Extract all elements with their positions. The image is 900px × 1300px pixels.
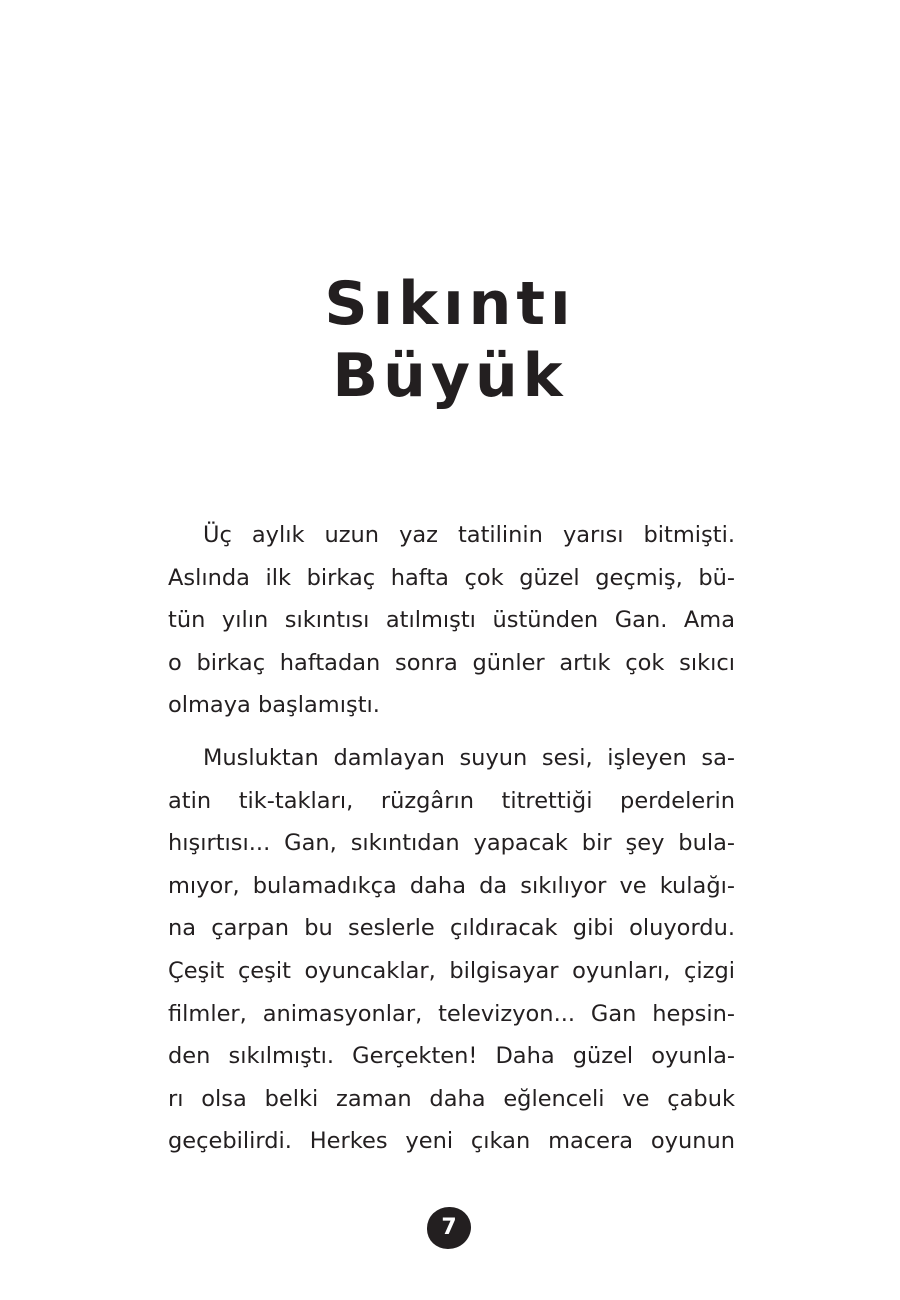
- text-line: Aslında ilk birkaç hafta çok güzel geçmiş, bü-: [168, 564, 735, 591]
- text-line: rı olsa belki zaman daha eğlenceli ve çabuk: [168, 1085, 735, 1112]
- text-line: na çarpan bu seslerle çıldıracak gibi oluyordu.: [168, 915, 735, 942]
- text-line: o birkaç haftadan sonra günler artık çok sıkıcı: [168, 649, 735, 676]
- page-number-badge: [427, 1207, 471, 1249]
- paragraph-2: [168, 737, 735, 1163]
- text-line: filmler, animasyonlar, televizyon... Gan hepsin-: [168, 1000, 735, 1027]
- text-line: mıyor, bulamadıkça daha da sıkılıyor ve kulağı-: [168, 872, 735, 899]
- chapter-title: [0, 268, 900, 412]
- text-line: Çeşit çeşit oyuncaklar, bilgisayar oyunları, çizgi: [168, 957, 735, 984]
- text-line: hışırtısı... Gan, sıkıntıdan yapacak bir şey bula-: [168, 830, 735, 857]
- text-line: atin tik-takları, rüzgârın titrettiği perdelerin: [168, 787, 735, 814]
- chapter-title-line-2: Büyük: [332, 341, 568, 411]
- page-number: 7: [441, 1215, 457, 1240]
- text-line: den sıkılmıştı. Gerçekten! Daha güzel oyunla-: [168, 1043, 735, 1070]
- paragraph-1: [168, 514, 735, 727]
- text-line: Musluktan damlayan suyun sesi, işleyen sa-: [203, 744, 735, 771]
- text-line: geçebilirdi. Herkes yeni çıkan macera oyunun: [168, 1128, 735, 1155]
- chapter-title-line-1: Sıkıntı: [324, 269, 576, 339]
- text-line: Üç aylık uzun yaz tatilinin yarısı bitmişti.: [203, 522, 735, 548]
- body-text: [168, 514, 735, 1173]
- text-line: olmaya başlamıştı.: [168, 692, 380, 719]
- text-line: tün yılın sıkıntısı atılmıştı üstünden Gan. Ama: [168, 607, 735, 634]
